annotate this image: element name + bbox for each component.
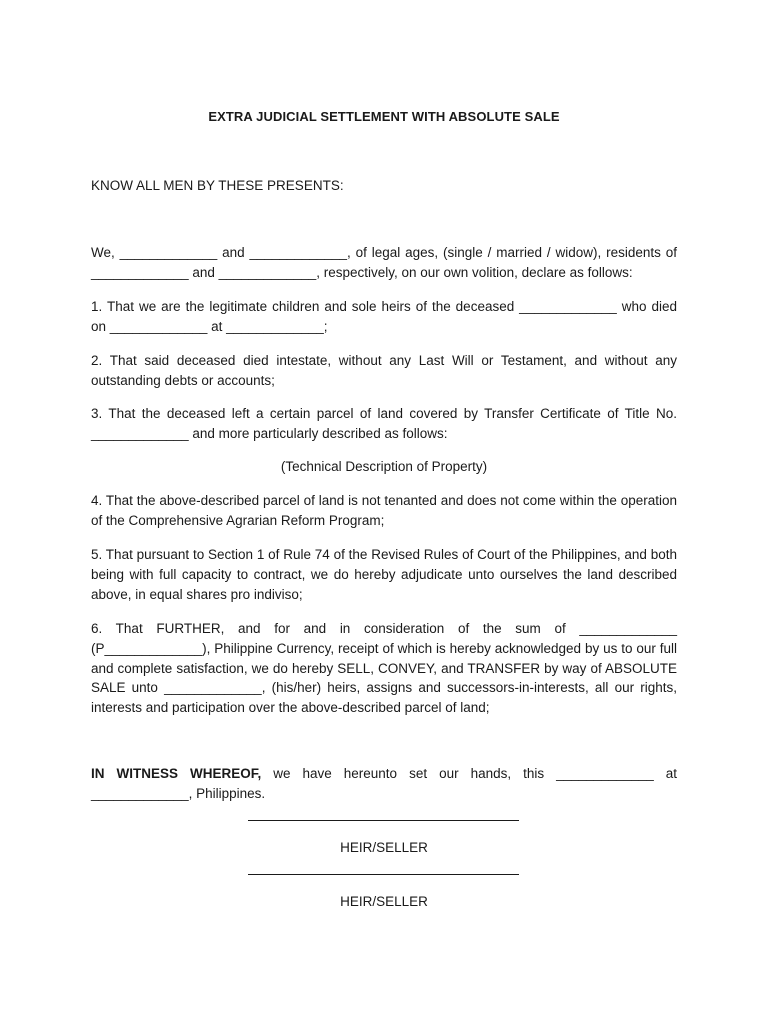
signature-line-1 bbox=[248, 820, 519, 821]
paragraph-6: 6. That FURTHER, and for and in consideration of the sum of _____________ (P_____________), Philippine Currency, receipt of which is hereby acknowledged by us to our full and complete satisfaction, we do hereby SELL, CONVEY, and TRANSFER by way of ABSOLUTE SALE unto _____________, (his/her) heirs, assigns and successors-in-interests, all our rights, interests and participation over the above-described parcel of land; bbox=[91, 621, 677, 716]
paragraph-5: 5. That pursuant to Section 1 of Rule 74 of the Revised Rules of Court of the Philippines, and both being with full capacity to contract, we do hereby adjudicate unto ourselves the land described above, in equal shares pro indiviso; bbox=[91, 547, 677, 602]
paragraph-1: 1. That we are the legitimate children and sole heirs of the deceased _____________ who died on _____________ at _____________; bbox=[91, 299, 677, 334]
witness-heading: IN WITNESS WHEREOF, bbox=[91, 766, 262, 781]
witness-paragraph bbox=[91, 764, 677, 804]
signature-label-1: HEIR/SELLER bbox=[340, 840, 428, 855]
technical-description: (Technical Description of Property) bbox=[280, 459, 488, 474]
paragraph-2: 2. That said deceased died intestate, without any Last Will or Testament, and without any outstanding debts or accounts; bbox=[91, 353, 677, 388]
paragraph-4: 4. That the above-described parcel of land is not tenanted and does not come within the operation of the Comprehensive Agrarian Reform Program; bbox=[91, 493, 677, 528]
signature-label-2: HEIR/SELLER bbox=[340, 894, 428, 909]
witness-text: we have hereunto set our hands, this _____________ at _____________, Philippines. bbox=[91, 766, 677, 801]
intro-paragraph: We, _____________ and _____________, of legal ages, (single / married / widow), residents of _____________ and _____________, respectively, on our own volition, declare as follows: bbox=[91, 245, 677, 280]
paragraph-3: 3. That the deceased left a certain parcel of land covered by Transfer Certificate of Title No. _____________ and more particularly described as follows: bbox=[91, 406, 677, 441]
document-title: EXTRA JUDICIAL SETTLEMENT WITH ABSOLUTE SALE bbox=[208, 109, 560, 124]
opening-line: KNOW ALL MEN BY THESE PRESENTS: bbox=[91, 178, 344, 193]
signature-line-2 bbox=[248, 874, 519, 875]
